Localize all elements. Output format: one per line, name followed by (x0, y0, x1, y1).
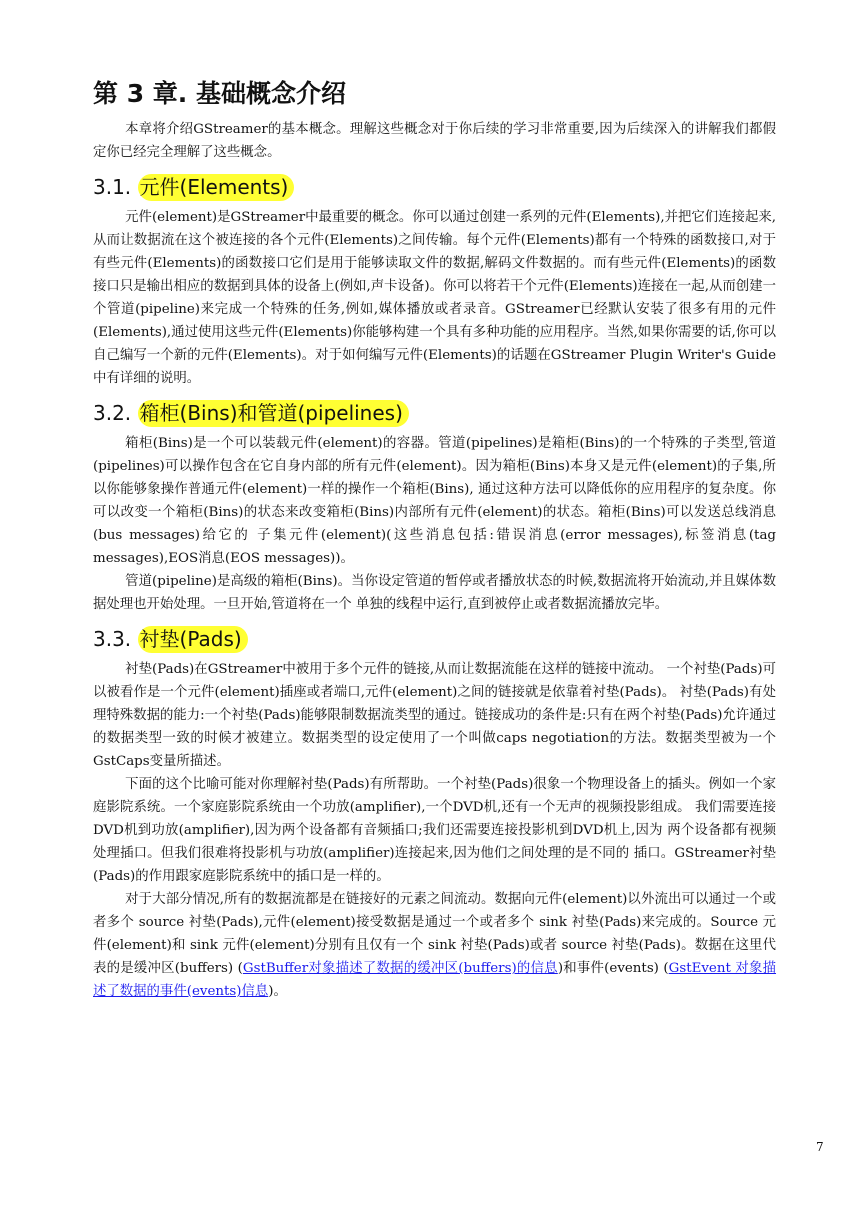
page-number: 7 (816, 1140, 824, 1154)
paragraph (93, 888, 776, 1003)
document-page (93, 70, 776, 1003)
section-number: 3.3. (93, 627, 132, 651)
paragraph: 管道(pipeline)是高级的箱柜(Bins)。当你设定管道的暂停或者播放状态的时候,数据流将开始流动,并且媒体数据处理也开始处理。一旦开始,管道将在一个 单独的线程中运行,直到被停止或者数据流播放完毕。 (93, 574, 776, 612)
paragraph: 衬垫(Pads)在GStreamer中被用于多个元件的链接,从而让数据流能在这样的链接中流动。 一个衬垫(Pads)可以被看作是一个元件(element)插座或者端口,元件(element)之间的链接就是依靠着衬垫(Pads)。 衬垫(Pads)有处理特殊数据的能力:一个衬垫(Pads)能够限制数据流类型的通过。链接成功的条件是:只有在两个衬垫(Pads)允许通过的数据类型一致的时候才被建立。数据类型的设定使用了一个叫做caps negotiation的方法。数据类型被为一个GstCaps变量所描述。 (93, 662, 776, 769)
section-heading-elements (93, 172, 776, 202)
section-title: 元件(Elements) (138, 174, 295, 201)
chapter-title: 第 3 章. 基础概念介绍 (93, 79, 347, 108)
section-title: 衬垫(Pads) (138, 626, 248, 653)
paragraph-text: )和事件(events) ( (557, 961, 669, 976)
section-number: 3.1. (93, 175, 132, 199)
section-number: 3.2. (93, 401, 132, 425)
chapter-intro: 本章将介绍GStreamer的基本概念。理解这些概念对于你后续的学习非常重要,因为后续深入的讲解我们都假定你已经完全理解了这些概念。 (93, 122, 776, 160)
section-title: 箱柜(Bins)和管道(pipelines) (138, 400, 409, 427)
paragraph-text: )。 (268, 984, 287, 999)
section-heading-pads (93, 624, 776, 654)
section-heading-bins (93, 398, 776, 428)
paragraph-text: 对于大部分情况,所有的数据流都是在链接好的元素之间流动。数据向元件(element)以外流出可以通过一个或者多个 source 衬垫(Pads),元件(element)接受数据是通过一个或者多个 sink 衬垫(Pads)来完成的。Source 元件(element)和 sink 元件(element)分别有且仅有一个 sink 衬垫(Pads)或者 source 衬垫(Pads)。数据在这里代表的是缓冲区(buffers) ( (93, 892, 776, 976)
gstbuffer-link[interactable]: GstBuffer对象描述了数据的缓冲区(buffers)的信息 (242, 961, 558, 976)
paragraph: 下面的这个比喻可能对你理解衬垫(Pads)有所帮助。一个衬垫(Pads)很象一个物理设备上的插头。例如一个家庭影院系统。一个家庭影院系统由一个功放(amplifier),一个DVD机,还有一个无声的视频投影组成。 我们需要连接DVD机到功放(amplifier),因为两个设备都有音频插口;我们还需要连接投影机到DVD机上,因为 两个设备都有视频处理插口。但我们很难将投影机与功放(amplifier)连接起来,因为他们之间处理的是不同的 插口。GStreamer衬垫(Pads)的作用跟家庭影院系统中的插口是一样的。 (93, 777, 776, 884)
paragraph: 元件(element)是GStreamer中最重要的概念。你可以通过创建一系列的元件(Elements),并把它们连接起来,从而让数据流在这个被连接的各个元件(Elements)之间传输。每个元件(Elements)都有一个特殊的函数接口,对于有些元件(Elements)的函数接口它们是用于能够读取文件的数据,解码文件数据的。而有些元件(Elements)的函数接口只是输出相应的数据到具体的设备上(例如,声卡设备)。你可以将若干个元件(Elements)连接在一起,从而创建一个管道(pipeline)来完成一个特殊的任务,例如,媒体播放或者录音。GStreamer已经默认安装了很多有用的元件(Elements),通过使用这些元件(Elements)你能够构建一个具有多种功能的应用程序。当然,如果你需要的话,你可以自己编写一个新的元件(Elements)。对于如何编写元件(Elements)的话题在GStreamer Plugin Writer's Guide中有详细的说明。 (93, 210, 776, 386)
gstevent-link[interactable]: GstEvent 对象描述了数据的事件(events)信息 (93, 961, 777, 999)
paragraph: 箱柜(Bins)是一个可以装载元件(element)的容器。管道(pipelines)是箱柜(Bins)的一个特殊的子类型,管道(pipelines)可以操作包含在它自身内部的所有元件(element)。因为箱柜(Bins)本身又是元件(element)的子集,所以你能够象操作普通元件(element)一样的操作一个箱柜(Bins), 通过这种方法可以降低你的应用程序的复杂度。你可以改变一个箱柜(Bins)的状态来改变箱柜(Bins)内部所有元件(element)的状态。箱柜(Bins)可以发送总线消息(bus messages)给它的 子集元件(element)(这些消息包括:错误消息(error messages),标签消息(tag messages),EOS消息(EOS messages))。 (93, 436, 776, 566)
